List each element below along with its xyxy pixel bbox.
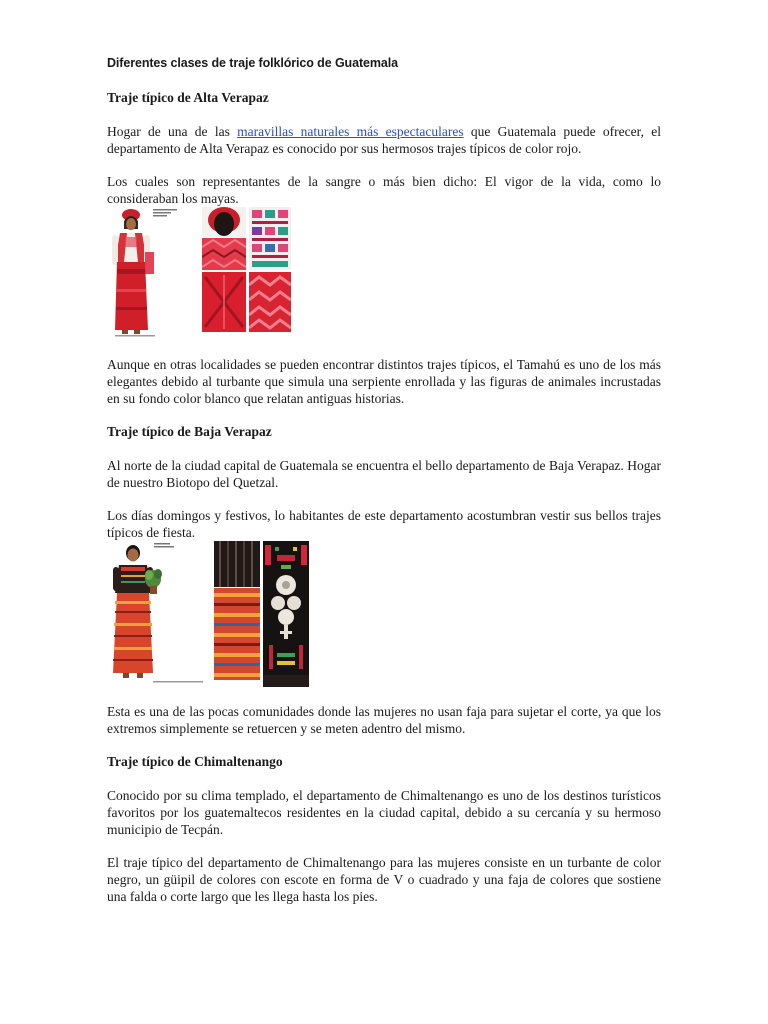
paragraph-alta-verapaz-sangre: Los cuales son representantes de la sangre o más bien dicho: El vigor de la vida, como lo consideraban los mayas. [107,174,661,206]
photo-woman-alta-verapaz [107,207,199,340]
paragraph-alta-verapaz-tamahu: Aunque en otras localidades se pueden encontrar distintos trajes típicos, el Tamahú es uno de los más elegantes debido al turbante que simula una serpiente enrollada y las figuras de animales incrustadas en su fondo color blanco que relatan antiguas historias. [107,357,661,406]
section-heading-alta-verapaz: Traje típico de Alta Verapaz [107,90,269,105]
photo-detail-baja-verapaz-1 [214,541,260,687]
section-baja-verapaz [107,423,661,737]
paragraph-chimaltenango-traje: El traje típico del departamento de Chimaltenango para las mujeres consiste en un turbante de color negro, un güipil de colores con escote en forma de V o cuadrado y una faja de colores que sostiene una falda o corte largo que les llega hasta los pies. [107,855,661,904]
paragraph-baja-verapaz-domingos: Los días domingos y festivos, lo habitantes de este departamento acostumbran vestir sus bellos trajes típicos de fiesta. [107,508,661,540]
paragraph-baja-verapaz-faja: Esta es una de las pocas comunidades donde las mujeres no usan faja para sujetar el corte, ya que los extremos simplemente se retuercen y se meten adentro del mismo. [107,704,661,736]
photo-woman-baja-verapaz [107,541,211,687]
section-chimaltenango [107,753,661,905]
paragraph-chimaltenango-clima: Conocido por su clima templado, el departamento de Chimaltenango es uno de los destinos turísticos favoritos por los guatemaltecos residentes en la ciudad capital, debido a su cercanía y su hermoso municipio de Tecpán. [107,788,661,837]
section-heading-baja-verapaz: Traje típico de Baja Verapaz [107,424,272,439]
paragraph-baja-verapaz-norte: Al norte de la ciudad capital de Guatemala se encuentra el bello departamento de Baja Verapaz. Hogar de nuestro Biotopo del Quetzal. [107,458,661,490]
photo-detail-baja-verapaz-2 [263,541,309,687]
maravillas-link[interactable]: maravillas naturales más espectaculares [237,124,464,139]
paragraph-text: Hogar de una de las [107,124,238,139]
paragraph-text: que Guatemala puede ofrecer, el departamento de Alta Verapaz es conocido por sus hermosos trajes típicos de color rojo. [107,124,661,156]
photo-detail-alta-verapaz-2 [249,207,291,340]
document-title: Diferentes clases de traje folklórico de Guatemala [107,56,398,70]
document-page [107,54,661,921]
section-alta-verapaz [107,89,661,407]
paragraph-alta-verapaz-intro [107,123,661,157]
section-heading-chimaltenango: Traje típico de Chimaltenango [107,754,283,769]
photo-detail-alta-verapaz-1 [202,207,246,340]
figure-baja-verapaz [107,541,661,687]
figure-alta-verapaz [107,207,661,340]
